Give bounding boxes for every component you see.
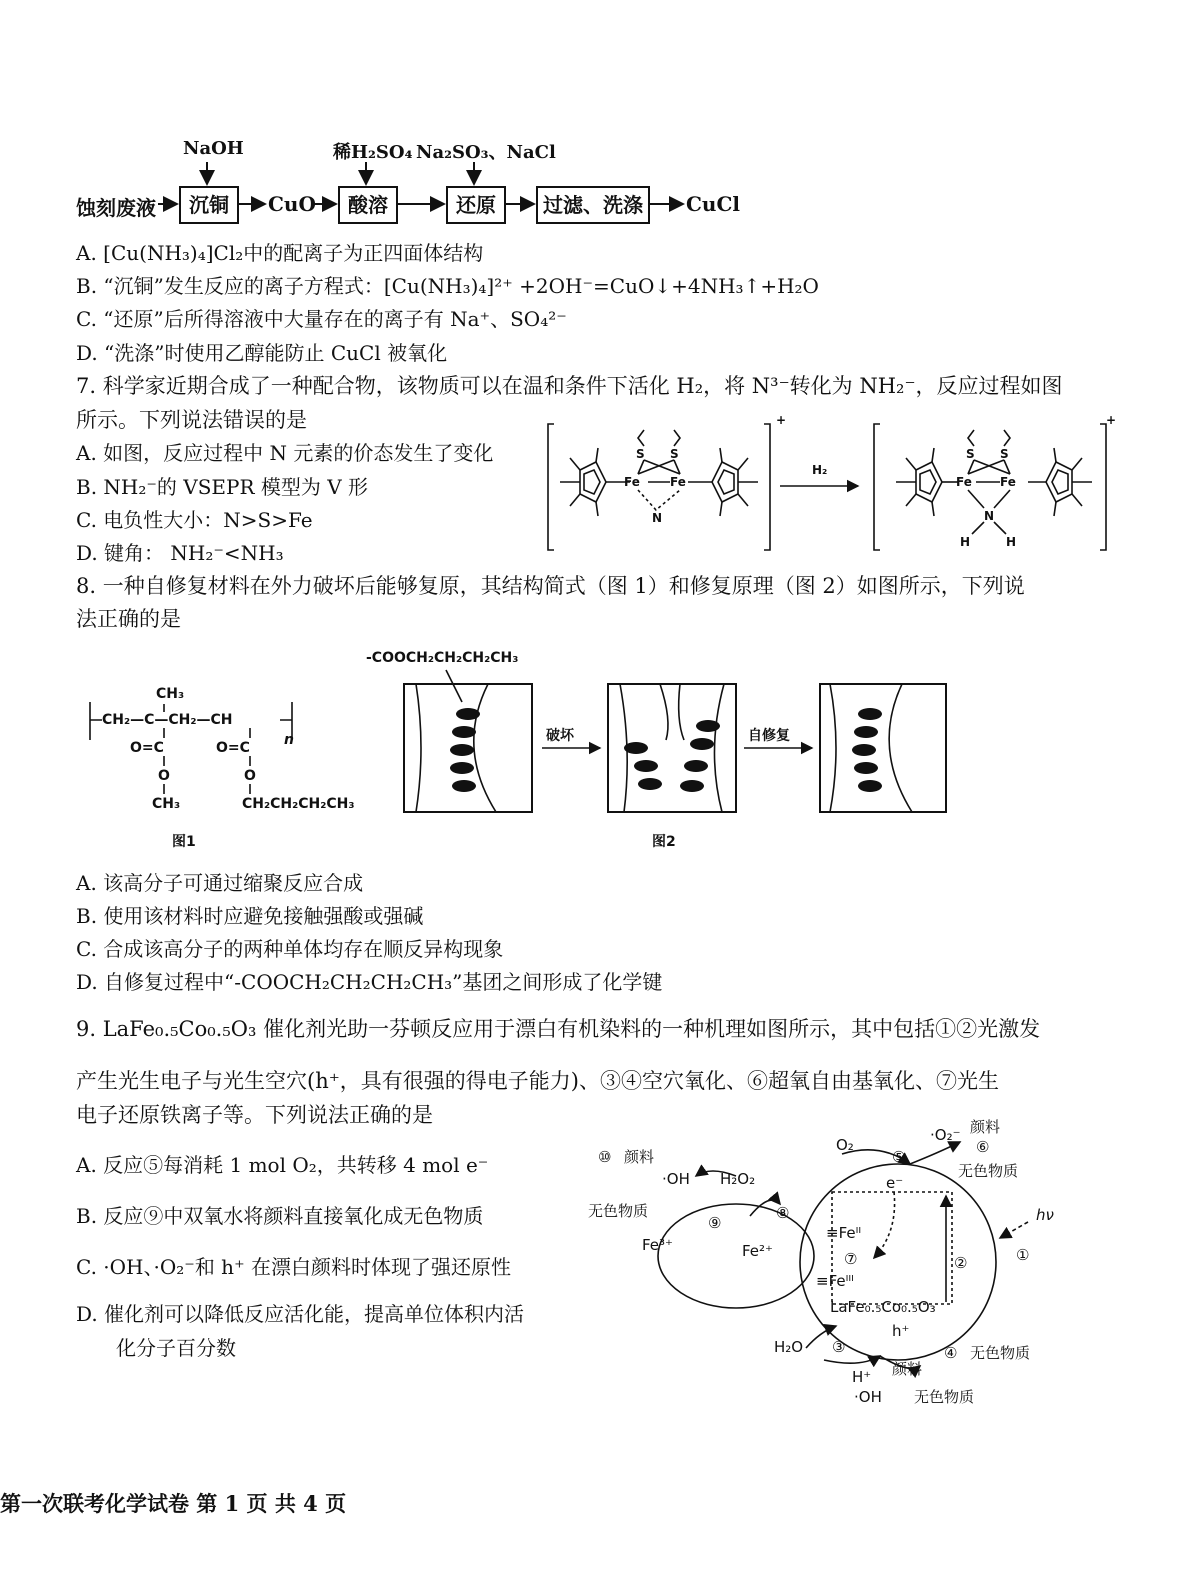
q6-option-b: B. “沉铜”发生反应的离子方程式：[Cu(NH₃)₄]²⁺ +2OH⁻=CuO↓+4NH₃↑+H₂O bbox=[76, 274, 819, 298]
q9-o2rad: ·O₂⁻ bbox=[930, 1126, 961, 1144]
q8-stem-2: 法正确的是 bbox=[76, 607, 181, 631]
q7-s-4: S bbox=[1000, 447, 1009, 461]
q8-option-a: A. 该高分子可通过缩聚反应合成 bbox=[76, 871, 364, 895]
q8-figures bbox=[76, 640, 956, 856]
q9-hv: hν bbox=[1036, 1206, 1054, 1224]
q7-charge-2: + bbox=[1106, 413, 1117, 427]
q7-option-d: D. 键角： NH₂⁻<NH₃ bbox=[76, 541, 284, 565]
q9-fe-ii: ≡Feᴵᴵ bbox=[826, 1224, 862, 1242]
q7-reaction-diagram bbox=[540, 410, 1120, 560]
q7-n-1: N bbox=[652, 511, 663, 525]
q7-fe-3: Fe bbox=[956, 475, 972, 489]
q9-n8: ⑧ bbox=[776, 1204, 790, 1222]
reagent-naoh: NaOH bbox=[183, 138, 244, 159]
q7-s-1: S bbox=[636, 447, 645, 461]
q7-charge-1: + bbox=[776, 413, 787, 427]
q8-butyl: CH₂CH₂CH₂CH₃ bbox=[242, 796, 355, 812]
q8-option-d: D. 自修复过程中“-COOCH₂CH₂CH₂CH₃”基团之间形成了化学键 bbox=[76, 970, 663, 994]
flow-box-filter: 过滤、洗涤 bbox=[536, 186, 650, 224]
q9-n1: ① bbox=[1016, 1246, 1030, 1264]
q7-stem-2: 所示。下列说法错误的是 bbox=[76, 408, 307, 432]
q9-n4: ④ bbox=[944, 1344, 958, 1362]
q9-stem-1: 9. LaFe₀.₅Co₀.₅O₃ 催化剂光助一芬顿反应用于漂白有机染料的一种机理如图所示，其中包括①②光激发 bbox=[76, 1017, 1041, 1041]
q9-colorless-3: 无色物质 bbox=[970, 1344, 1031, 1362]
q9-option-d-2: 化分子百分数 bbox=[116, 1336, 236, 1360]
q9-catalyst: LaFe₀.₅Co₀.₅O₃ bbox=[830, 1298, 936, 1316]
q8-o1: O bbox=[158, 768, 170, 784]
q9-hplus: h⁺ bbox=[892, 1322, 910, 1340]
q8-stem-1: 8. 一种自修复材料在外力破坏后能够复原，其结构简式（图 1）和修复原理（图 2）如图所示，下列说 bbox=[76, 574, 1025, 598]
q8-group-label: -COOCH₂CH₂CH₂CH₃ bbox=[366, 650, 519, 666]
q9-h2o: H₂O bbox=[774, 1338, 804, 1356]
q9-fe-iii: ≡Feᴵᴵᴵ bbox=[816, 1272, 854, 1290]
q8-n: n bbox=[284, 732, 294, 748]
q9-option-a: A. 反应⑤每消耗 1 mol O₂，共转移 4 mol e⁻ bbox=[76, 1153, 489, 1177]
flow-start: 蚀刻废液 bbox=[76, 196, 156, 220]
q8-co1: O=C bbox=[130, 740, 164, 756]
page-footer: 第一次联考化学试卷 第 1 页 共 4 页 bbox=[0, 1491, 347, 1516]
q8-fig2: 图2 bbox=[652, 834, 676, 850]
q9-n7: ⑦ bbox=[844, 1250, 858, 1268]
q9-fe3: Fe³⁺ bbox=[642, 1236, 673, 1254]
q9-colorless-4: 无色物质 bbox=[914, 1388, 975, 1406]
q8-o2: O bbox=[244, 768, 256, 784]
flow-end: CuCl bbox=[686, 192, 740, 216]
q8-option-b: B. 使用该材料时应避免接触强酸或强碱 bbox=[76, 904, 424, 928]
q7-s-2: S bbox=[670, 447, 679, 461]
q8-ch3-top: CH₃ bbox=[156, 686, 185, 702]
q9-pigment-1: 颜料 bbox=[970, 1118, 1001, 1136]
q9-e: e⁻ bbox=[886, 1174, 904, 1192]
q7-n-2: N bbox=[984, 509, 995, 523]
q8-break-label: 破坏 bbox=[546, 728, 574, 744]
q7-option-c: C. 电负性大小：N>S>Fe bbox=[76, 508, 313, 532]
q9-pigment-2: 颜料 bbox=[624, 1148, 655, 1166]
q9-fe2: Fe²⁺ bbox=[742, 1242, 773, 1260]
q9-mechanism-diagram bbox=[580, 1112, 1100, 1412]
q7-stem-1: 7. 科学家近期合成了一种配合物，该物质可以在温和条件下活化 H₂，将 N³⁻转化为 NH₂⁻，反应过程如图 bbox=[76, 374, 1063, 398]
q9-n5: ⑤ bbox=[892, 1148, 906, 1166]
q8-fig1: 图1 bbox=[172, 834, 196, 850]
q9-n9: ⑨ bbox=[708, 1214, 722, 1232]
q6-option-c: C. “还原”后所得溶液中大量存在的离子有 Na⁺、SO₄²⁻ bbox=[76, 307, 567, 331]
flow-cuo: CuO bbox=[268, 192, 316, 216]
q9-option-d-1: D. 催化剂可以降低反应活化能，提高单位体积内活 bbox=[76, 1302, 525, 1326]
q9-n6: ⑥ bbox=[976, 1138, 990, 1156]
q9-n3: ③ bbox=[832, 1338, 846, 1356]
q9-option-c: C. ·OH、·O₂⁻和 h⁺ 在漂白颜料时体现了强还原性 bbox=[76, 1255, 511, 1279]
q9-hplus2: H⁺ bbox=[852, 1368, 872, 1386]
flow-box-acid: 酸溶 bbox=[338, 186, 398, 224]
q9-stem-2: 产生光生电子与光生空穴(h⁺，具有很强的得电子能力)、③④空穴氧化、⑥超氧自由基氧化、⑦光生 bbox=[76, 1069, 999, 1093]
q9-colorless-2: 无色物质 bbox=[588, 1202, 649, 1220]
q7-s-3: S bbox=[966, 447, 975, 461]
q9-pigment-3: 颜料 bbox=[892, 1360, 923, 1378]
q8-co2: O=C bbox=[216, 740, 250, 756]
flow-box-reduce: 还原 bbox=[446, 186, 506, 224]
q9-oh: ·OH bbox=[662, 1170, 690, 1188]
q8-backbone: CH₂—C—CH₂—CH bbox=[102, 712, 233, 728]
q7-h-1: H bbox=[960, 535, 971, 549]
q9-stem-3: 电子还原铁离子等。下列说法正确的是 bbox=[76, 1103, 433, 1127]
q9-o2: O₂ bbox=[836, 1136, 854, 1154]
q8-repair-label: 自修复 bbox=[748, 728, 790, 744]
reagent-na2so3: Na₂SO₃、NaCl bbox=[416, 142, 556, 163]
flow-arrows bbox=[0, 0, 760, 240]
q9-option-b: B. 反应⑨中双氧水将颜料直接氧化成无色物质 bbox=[76, 1204, 484, 1228]
q7-arrow-label: H₂ bbox=[812, 463, 828, 477]
q7-fe-2: Fe bbox=[670, 475, 686, 489]
reagent-h2so4: 稀H₂SO₄ bbox=[333, 142, 413, 163]
q8-option-c: C. 合成该高分子的两种单体均存在顺反异构现象 bbox=[76, 937, 504, 961]
q7-fe-4: Fe bbox=[1000, 475, 1016, 489]
q6-option-d: D. “洗涤”时使用乙醇能防止 CuCl 被氧化 bbox=[76, 341, 448, 365]
q7-fe-1: Fe bbox=[624, 475, 640, 489]
q9-oh2: ·OH bbox=[854, 1388, 882, 1406]
q9-n10: ⑩ bbox=[598, 1148, 612, 1166]
q9-h2o2: H₂O₂ bbox=[720, 1170, 756, 1188]
q8-ch3-bottom: CH₃ bbox=[152, 796, 181, 812]
q7-option-a: A. 如图，反应过程中 N 元素的价态发生了变化 bbox=[76, 441, 494, 465]
q7-h-2: H bbox=[1006, 535, 1017, 549]
q7-option-b: B. NH₂⁻的 VSEPR 模型为 V 形 bbox=[76, 475, 369, 499]
flow-box-sedimentation: 沉铜 bbox=[179, 186, 239, 224]
q6-option-a: A. [Cu(NH₃)₄]Cl₂中的配离子为正四面体结构 bbox=[76, 241, 484, 265]
q9-colorless-1: 无色物质 bbox=[958, 1162, 1019, 1180]
q9-n2: ② bbox=[954, 1254, 968, 1272]
